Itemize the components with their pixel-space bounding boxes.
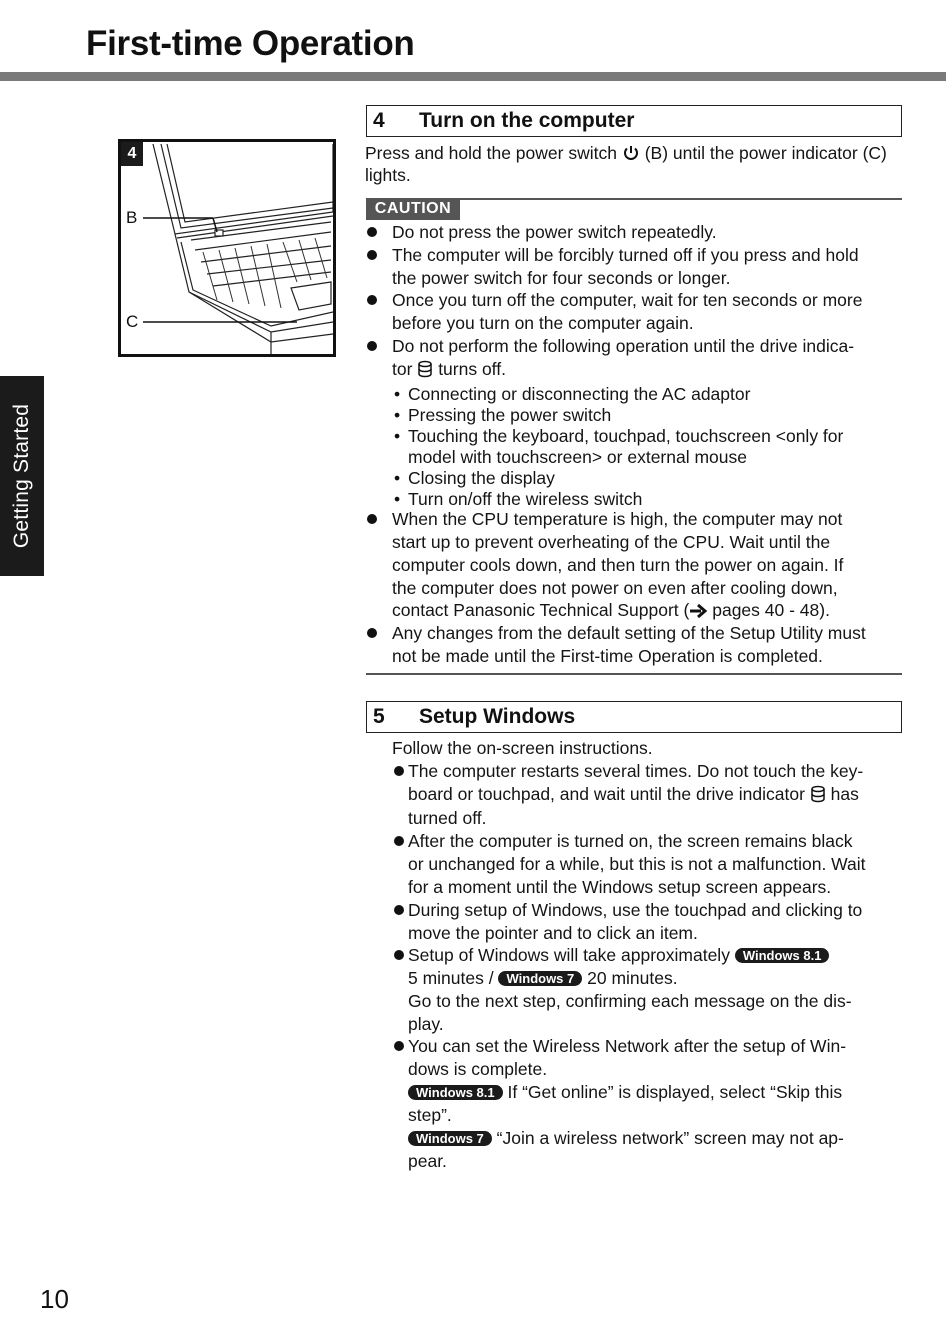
- step-4-title: Turn on the computer: [419, 109, 635, 132]
- title-rule: [0, 72, 946, 81]
- step-4-intro-cont: lights.: [365, 165, 411, 185]
- bullet: [394, 950, 404, 960]
- setup-item-4-note: Go to the next step, confirming each message on the dis-: [408, 991, 852, 1011]
- windows-8-1-badge: Windows 8.1: [735, 948, 830, 963]
- sub-bullet: •: [394, 384, 401, 404]
- side-tab-label: Getting Started: [10, 403, 33, 549]
- setup-item-5-cont: dows is complete.: [408, 1059, 548, 1079]
- bullet: [367, 514, 377, 524]
- bullet: [367, 227, 377, 237]
- sub-item-1: Connecting or disconnecting the AC adaptor: [408, 384, 751, 404]
- cpu-note-3: computer cools down, and then turn the power on again. If: [392, 555, 844, 575]
- setup-item-2-cont: or unchanged for a while, but this is not a malfunction. Wait: [408, 854, 866, 874]
- setup-item-4-note-end: play.: [408, 1014, 444, 1034]
- sub-item-3-cont: model with touchscreen> or external mouse: [408, 447, 747, 467]
- setup-item-5-win7: Windows 7 “Join a wireless network” screen may not ap-: [408, 1127, 844, 1150]
- caution-item-4: Do not perform the following operation until the drive indica-: [392, 336, 855, 356]
- caution-label: CAUTION: [366, 198, 460, 220]
- page-title: First-time Operation: [86, 24, 415, 63]
- step-5-number: 5: [373, 705, 385, 728]
- bullet: [367, 250, 377, 260]
- bullet: [367, 295, 377, 305]
- setup-item-2: After the computer is turned on, the screen remains black: [408, 831, 853, 851]
- page-number: 10: [40, 1284, 69, 1314]
- section-divider: [366, 673, 902, 675]
- caution-rule: [460, 198, 902, 200]
- setup-item-5-win81-cont: step”.: [408, 1105, 452, 1125]
- sub-bullet: •: [394, 426, 401, 446]
- sub-bullet: •: [394, 489, 401, 509]
- setup-item-1-cont: board or touchpad, and wait until the drive indicator has: [408, 783, 859, 809]
- setup-item-3: During setup of Windows, use the touchpad and clicking to: [408, 900, 863, 920]
- caution-item-2-cont: the power switch for four seconds or longer.: [392, 268, 731, 288]
- step-5-title: Setup Windows: [419, 705, 576, 728]
- drive-indicator-icon: [417, 360, 433, 384]
- setup-item-4: Setup of Windows will take approximately Windows 8.1: [408, 944, 829, 967]
- bullet: [394, 766, 404, 776]
- figure-step-number: 4: [121, 142, 143, 166]
- support-page-link[interactable]: pages 40 - 48).: [712, 600, 830, 620]
- sub-bullet: •: [394, 468, 401, 488]
- step-4-intro: Press and hold the power switch (B) until the power indicator (C): [365, 142, 887, 168]
- setup-note-1: Any changes from the default setting of the Setup Utility must: [392, 623, 866, 643]
- laptop-illustration: [121, 142, 333, 354]
- bullet: [394, 836, 404, 846]
- power-icon: [622, 144, 640, 168]
- cpu-note-2: start up to prevent overheating of the CPU. Wait until the: [392, 532, 831, 552]
- laptop-figure: [118, 139, 336, 357]
- bullet: [367, 341, 377, 351]
- setup-item-3-cont: move the pointer and to click an item.: [408, 923, 698, 943]
- bullet: [394, 1041, 404, 1051]
- cpu-note-4: the computer does not power on even after cooling down,: [392, 578, 838, 598]
- caution-item-1: Do not press the power switch repeatedly.: [392, 222, 717, 242]
- windows-7-badge: Windows 7: [408, 1131, 492, 1146]
- caution-item-3-cont: before you turn on the computer again.: [392, 313, 694, 333]
- setup-item-5-win81: Windows 8.1 If “Get online” is displayed, select “Skip this: [408, 1081, 842, 1104]
- sub-item-4: Closing the display: [408, 468, 555, 488]
- setup-note-2: not be made until the First-time Operation is completed.: [392, 646, 823, 666]
- caution-item-2: The computer will be forcibly turned off if you press and hold: [392, 245, 859, 265]
- sub-item-2: Pressing the power switch: [408, 405, 612, 425]
- figure-label-c: C: [126, 312, 139, 331]
- bullet: [394, 905, 404, 915]
- step-5-header: [366, 701, 902, 733]
- step-4-header: [366, 105, 902, 137]
- setup-item-1-end: turned off.: [408, 808, 487, 828]
- windows-7-badge: Windows 7: [498, 971, 582, 986]
- bullet: [367, 628, 377, 638]
- setup-item-4-cont: 5 minutes / Windows 7 20 minutes.: [408, 968, 678, 988]
- setup-item-1: The computer restarts several times. Do not touch the key-: [408, 761, 864, 781]
- cpu-note-5: contact Panasonic Technical Support ( pages 40 - 48).: [392, 599, 830, 625]
- step-5-intro: Follow the on-screen instructions.: [392, 738, 653, 758]
- caution-item-4-cont: tor turns off.: [392, 358, 506, 384]
- sub-item-3: Touching the keyboard, touchpad, touchscreen <only for: [408, 426, 844, 446]
- sub-item-5: Turn on/off the wireless switch: [408, 489, 643, 509]
- caution-item-3: Once you turn off the computer, wait for ten seconds or more: [392, 290, 863, 310]
- drive-indicator-icon: [810, 785, 826, 809]
- setup-item-5-win7-cont: pear.: [408, 1151, 447, 1171]
- figure-label-b: B: [126, 208, 138, 227]
- sub-bullet: •: [394, 405, 401, 425]
- cpu-note-1: When the CPU temperature is high, the computer may not: [392, 509, 843, 529]
- setup-item-5: You can set the Wireless Network after the setup of Win-: [408, 1036, 847, 1056]
- windows-8-1-badge: Windows 8.1: [408, 1085, 503, 1100]
- step-4-number: 4: [373, 109, 385, 132]
- setup-item-2-end: for a moment until the Windows setup screen appears.: [408, 877, 832, 897]
